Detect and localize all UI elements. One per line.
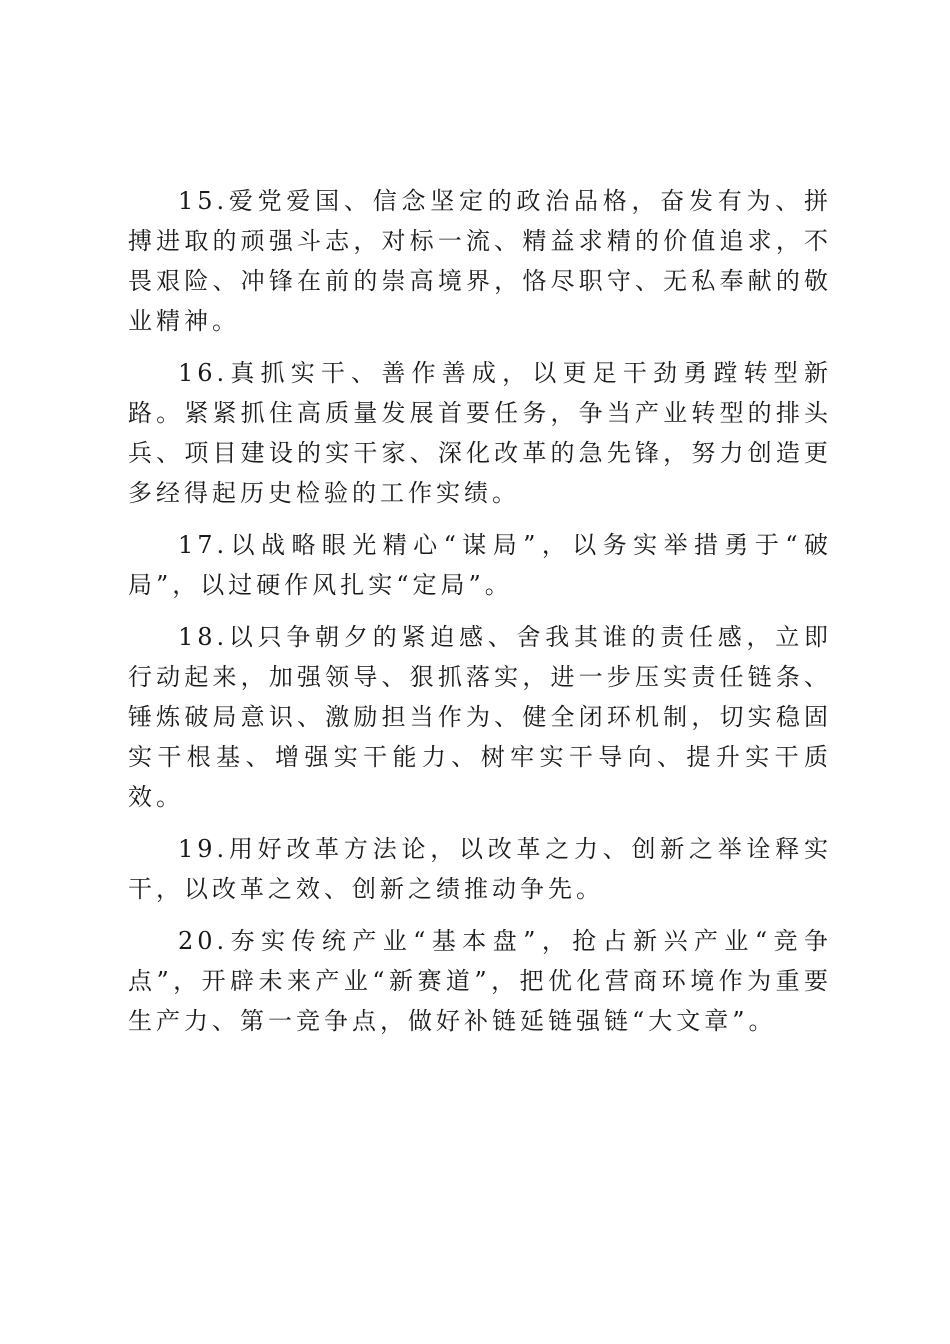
paragraph-17: 17.以战略眼光精心“谋局”，以务实举措勇于“破局”，以过硬作风扎实“定局”。	[128, 531, 832, 599]
document-body	[128, 181, 832, 1053]
paragraph-18: 18.以只争朝夕的紧迫感、舍我其谁的责任感，立即行动起来，加强领导、狠抓落实，进一步压实责任链条、锤炼破局意识、激励担当作为、健全闭环机制，切实稳固实干根基、增强实干能力、树牢实干导向、提升实干质效。	[128, 623, 832, 811]
paragraph-15: 15.爱党爱国、信念坚定的政治品格，奋发有为、拼搏进取的顽强斗志，对标一流、精益求精的价值追求，不畏艰险、冲锋在前的崇高境界，恪尽职守、无私奉献的敬业精神。	[128, 187, 832, 335]
paragraph-19: 19.用好改革方法论，以改革之力、创新之举诠释实干，以改革之效、创新之绩推动争先。	[128, 835, 832, 903]
paragraph-20: 20.夯实传统产业“基本盘”，抢占新兴产业“竞争点”，开辟未来产业“新赛道”，把优化营商环境作为重要生产力、第一竞争点，做好补链延链强链“大文章”。	[128, 927, 832, 1035]
paragraph-16: 16.真抓实干、善作善成，以更足干劲勇蹚转型新路。紧紧抓住高质量发展首要任务，争当产业转型的排头兵、项目建设的实干家、深化改革的急先锋，努力创造更多经得起历史检验的工作实绩。	[128, 359, 832, 507]
